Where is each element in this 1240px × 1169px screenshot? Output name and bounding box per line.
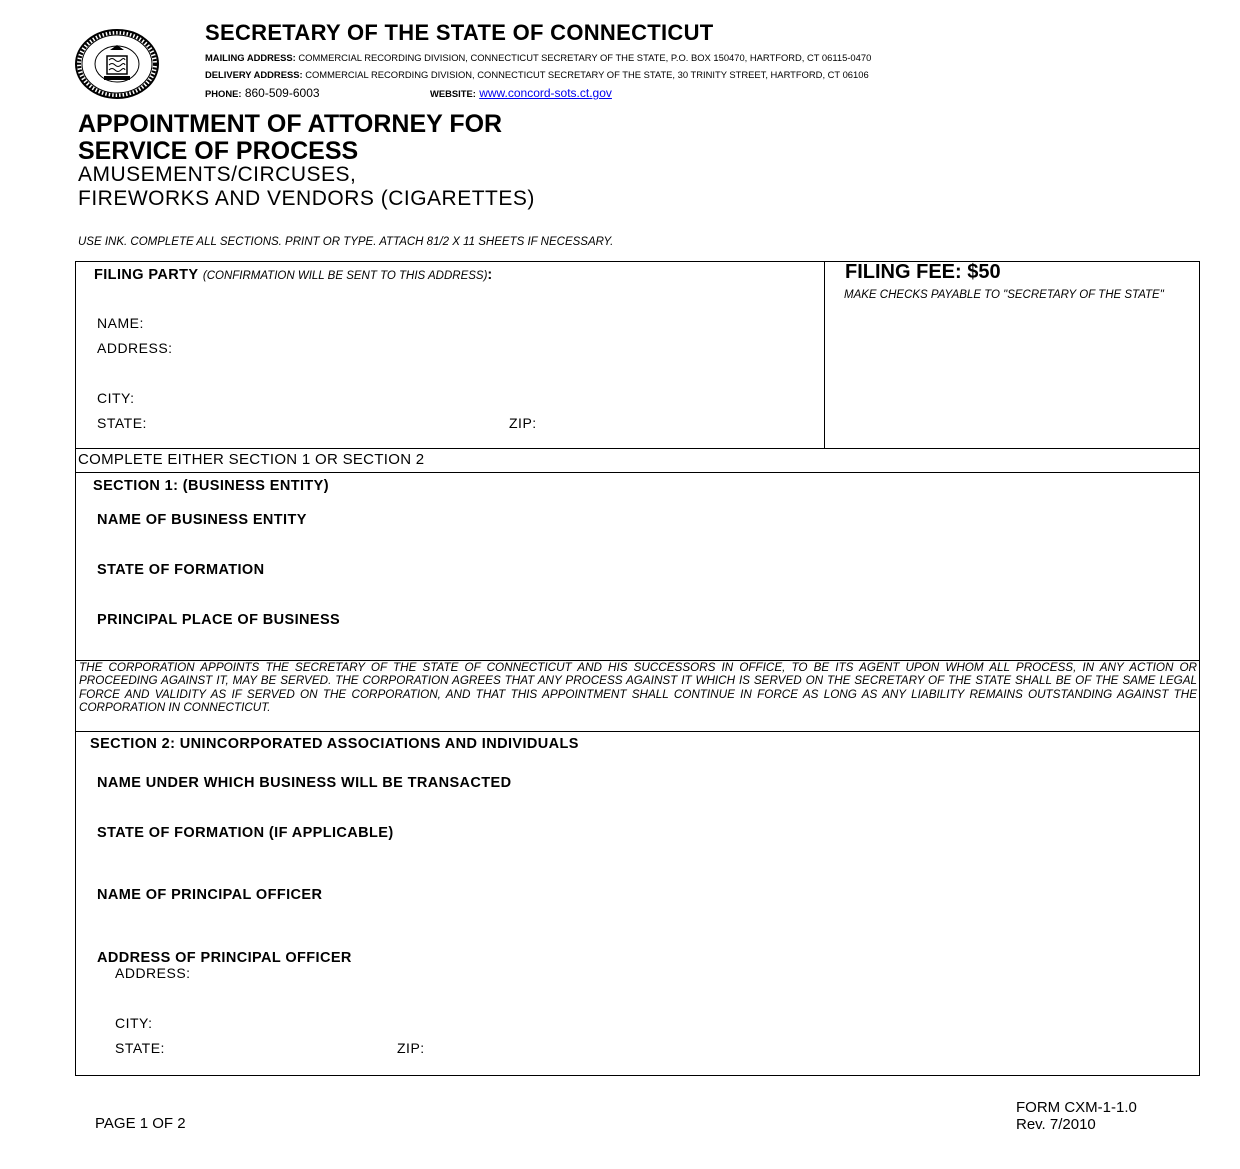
website-link[interactable]: www.concord-sots.ct.gov (479, 86, 612, 100)
filing-party-note: (CONFIRMATION WILL BE SENT TO THIS ADDRESS) (202, 270, 488, 282)
state-of-formation-field[interactable]: STATE OF FORMATION (97, 562, 265, 578)
delivery-address-label: DELIVERY ADDRESS: (205, 69, 303, 80)
business-transacted-name-field[interactable]: NAME UNDER WHICH BUSINESS WILL BE TRANSACTED (97, 775, 512, 791)
form-title-line1: APPOINTMENT OF ATTORNEY FOR (78, 110, 503, 138)
choose-section-instruction: COMPLETE EITHER SECTION 1 OR SECTION 2 (78, 451, 425, 468)
filing-party-colon: : (487, 267, 493, 283)
fee-divider (824, 261, 825, 449)
filing-party-label: FILING PARTY (94, 267, 199, 283)
page-number: PAGE 1 OF 2 (95, 1115, 186, 1132)
filing-party-address-field[interactable]: ADDRESS: (97, 340, 173, 356)
mailing-address-value: COMMERCIAL RECORDING DIVISION, CONNECTICUT SECRETARY OF THE STATE, P.O. BOX 150470, HARTFORD, CT 06115-0470 (298, 52, 872, 63)
filing-party-city-field[interactable]: CITY: (97, 390, 135, 406)
filing-fee: FILING FEE: $50 (845, 261, 1001, 283)
form-title-line2: SERVICE OF PROCESS (78, 137, 359, 165)
mailing-address (205, 52, 871, 63)
form-revision: Rev. 7/2010 (1016, 1116, 1096, 1133)
form-subtitle-line2: FIREWORKS AND VENDORS (CIGARETTES) (78, 187, 535, 210)
business-entity-name-field[interactable]: NAME OF BUSINESS ENTITY (97, 512, 307, 528)
filing-party-heading (94, 266, 493, 284)
website-label: WEBSITE: (430, 88, 476, 99)
filing-party-state-field[interactable]: STATE: (97, 415, 147, 431)
filing-fee-note: MAKE CHECKS PAYABLE TO "SECRETARY OF THE STATE" (844, 289, 1164, 301)
form-number: FORM CXM-1-1.0 (1016, 1099, 1137, 1116)
divider (75, 472, 1200, 473)
section2-heading: SECTION 2: UNINCORPORATED ASSOCIATIONS AND INDIVIDUALS (90, 736, 579, 752)
principal-officer-address-heading: ADDRESS OF PRINCIPAL OFFICER (97, 950, 352, 966)
agency-title: SECRETARY OF THE STATE OF CONNECTICUT (205, 20, 714, 45)
delivery-address (205, 69, 869, 80)
divider (75, 731, 1200, 732)
instructions: USE INK. COMPLETE ALL SECTIONS. PRINT OR TYPE. ATTACH 81/2 X 11 SHEETS IF NECESSARY. (78, 236, 614, 248)
phone-label: PHONE: (205, 88, 242, 99)
officer-zip-field[interactable]: ZIP: (397, 1040, 425, 1056)
officer-address-field[interactable]: ADDRESS: (115, 965, 191, 981)
phone (205, 86, 320, 100)
officer-city-field[interactable]: CITY: (115, 1015, 153, 1031)
principal-place-field[interactable]: PRINCIPAL PLACE OF BUSINESS (97, 612, 341, 628)
section1-heading: SECTION 1: (BUSINESS ENTITY) (93, 478, 329, 494)
mailing-address-label: MAILING ADDRESS: (205, 52, 296, 63)
officer-state-field[interactable]: STATE: (115, 1040, 165, 1056)
delivery-address-value: COMMERCIAL RECORDING DIVISION, CONNECTICUT SECRETARY OF THE STATE, 30 TRINITY STREET, HARTFORD, CT 06106 (305, 69, 869, 80)
website (430, 86, 612, 100)
state-seal-icon (74, 28, 160, 100)
appointment-legal-text: THE CORPORATION APPOINTS THE SECRETARY OF THE STATE OF CONNECTICUT AND HIS SUCCESSORS IN OFFICE, TO BE ITS AGENT UPON WHOM ALL PROCESS, IN ANY ACTION OR PROCEEDING AGAINST IT, MAY BE SERVED. THE CORPORATION AGREES THAT ANY PROCESS AGAINST IT WHICH IS SERVED ON THE SECRETARY OF THE STATE SHALL BE OF THE SAME LEGAL FORCE AND VALIDITY AS IF SERVED ON THE CORPORATION, AND THAT THIS APPOINTMENT SHALL CONTINUE IN FORCE AS LONG AS ANY LIABILITY REMAINS OUTSTANDING AGAINST THE CORPORATION IN CONNECTICUT. (79, 661, 1197, 714)
filing-party-zip-field[interactable]: ZIP: (509, 415, 537, 431)
principal-officer-name-field[interactable]: NAME OF PRINCIPAL OFFICER (97, 887, 323, 903)
filing-party-name-field[interactable]: NAME: (97, 315, 144, 331)
phone-value: 860-509-6003 (244, 86, 320, 100)
section2-state-of-formation-field[interactable]: STATE OF FORMATION (IF APPLICABLE) (97, 825, 394, 841)
form-subtitle-line1: AMUSEMENTS/CIRCUSES, (78, 163, 357, 186)
divider (75, 448, 1200, 449)
